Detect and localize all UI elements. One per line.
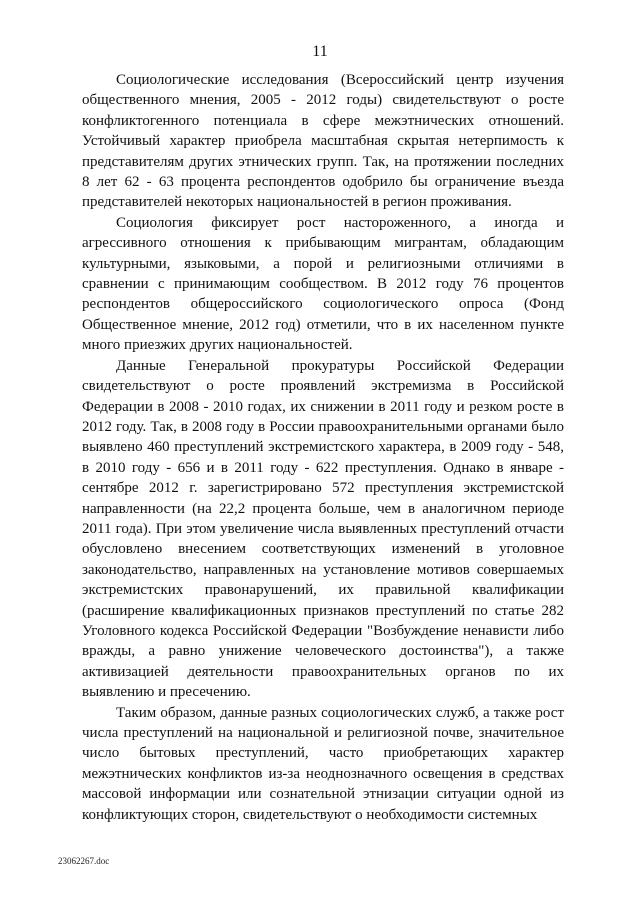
footer-filename: 23062267.doc [58,856,110,866]
paragraph-sociological-research: Социологические исследования (Всероссийский центр изучения общественного мнения, 2005 - 2012 годы) свидетельствуют о росте конфликтогенного потенциала в сфере межэтнических отношений. Устойчивый характер приобрела масштабная скрытая нетерпимость к представителям других этнических групп. Так, на протяжении последних 8 лет 62 - 63 процента респондентов одобрило бы ограничение въезда представителей некоторых национальностей в регион проживания. [82,72,564,211]
page-number: 11 [312,43,328,60]
paragraph-conclusion: Таким образом, данные разных социологических служб, а также рост числа преступлений на национальной и религиозной почве, значительное число бытовых преступлений, часто приобретающих характер межэтнических конфликтов из-за неоднозначного освещения в средствах массовой информации или сознательной этнизации ситуации одной из конфликтующих сторон, свидетельствуют о необходимости системных [82,704,564,823]
document-body [82,70,564,825]
paragraph-prosecutor-data: Данные Генеральной прокуратуры Российской Федерации свидетельствуют о росте проявлений экстремизма в Российской Федерации в 2008 - 2010 годах, их снижении в 2011 году и резком росте в 2012 году. Так, в 2008 году в России правоохранительными органами было выявлено 460 преступлений экстремистского характера, в 2009 году - 548, в 2010 году - 656 и в 2011 году - 622 преступления. Однако в январе - сентябре 2012 г. зарегистрировано 572 преступления экстремистской направленности (на 22,2 процента больше, чем в аналогичном периоде 2011 года). При этом увеличение числа выявленных преступлений отчасти обусловлено внесением соответствующих изменений в уголовное законодательство, направленных на установление мотивов совершаемых экстремистских правонарушений, их правильной квалификации (расширение квалификационных признаков преступлений по статье 282 Уголовного кодекса Российской Федерации "Возбуждение ненависти либо вражды, а равно унижение человеческого достоинства"), а также активизацией деятельности правоохранительных органов по их выявлению и пресечению. [82,357,564,701]
paragraph-sociology-migrants: Социология фиксирует рост настороженного, а иногда и агрессивного отношения к прибывающим мигрантам, обладающим культурными, языковыми, а порой и религиозными отличиями в сравнении с принимающим сообществом. В 2012 году 76 процентов респондентов общероссийского социологического опроса (Фонд Общественное мнение, 2012 год) отметили, что в их населенном пункте много приезжих других национальностей. [82,214,564,354]
